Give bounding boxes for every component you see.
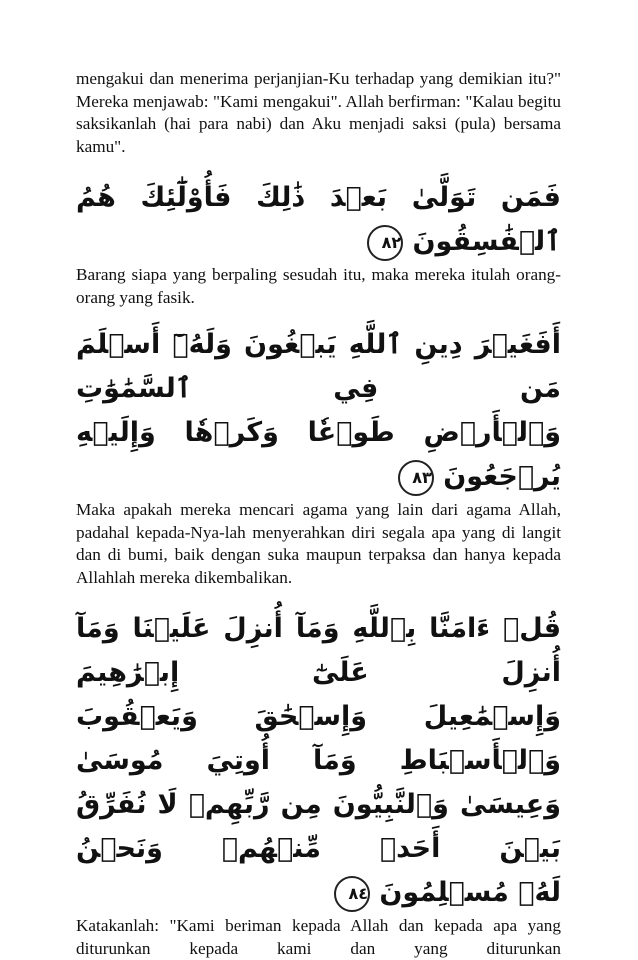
verse-83 xyxy=(76,323,561,589)
verse-82-arabic xyxy=(76,176,561,264)
verse-84-arabic-row-3 xyxy=(76,783,561,871)
verse-84-arabic-line-4: لَهُۥ مُسۡلِمُونَ xyxy=(379,877,561,908)
verse-82-arabic-text: فَمَن تَوَلَّىٰ بَعۡدَ ذَٰلِكَ فَأُوْلَٰٓئِكَ هُمُ ٱلۡفَٰسِقُونَ xyxy=(76,182,561,257)
verse-82-translation: Barang siapa yang berpaling sesudah itu, maka mereka itulah orang-orang yang fasik. xyxy=(76,265,561,307)
verse-83-translation: Maka apakah mereka mencari agama yang lain dari agama Allah, padahal kepada-Nya-lah menyerahkan diri segala apa yang di langit dan di bumi, baik dengan suka maupun terpaksa dan hanya kepada Allahlah mereka dikembalikan. xyxy=(76,500,561,587)
verse-83-arabic-line-1: أَفَغَيۡرَ دِينِ ٱللَّهِ يَبۡغُونَ وَلَهُۥٓ أَسۡلَمَ مَن فِي ٱلسَّمَٰوَٰتِ xyxy=(76,329,561,404)
verse-84-number-icon: ٨٤ xyxy=(334,876,370,912)
verse-83-number-icon: ٨٣ xyxy=(398,460,434,496)
verse-84 xyxy=(76,607,561,960)
page-content xyxy=(76,68,561,960)
verse-84-arabic-line-2: وَإِسۡمَٰعِيلَ وَإِسۡحَٰقَ وَيَعۡقُوبَ وَٱلۡأَسۡبَاطِ وَمَآ أُوتِيَ مُوسَىٰ xyxy=(76,701,561,776)
verse-84-arabic-line-1: قُلۡ ءَامَنَّا بِٱللَّهِ وَمَآ أُنزِلَ عَلَيۡنَا وَمَآ أُنزِلَ عَلَىٰٓ إِبۡرَٰهِيمَ xyxy=(76,613,561,688)
verse-84-arabic-line-3: وَعِيسَىٰ وَٱلنَّبِيُّونَ مِن رَّبِّهِمۡ لَا نُفَرِّقُ بَيۡنَ أَحَدٖ مِّنۡهُمۡ وَنَحۡنُ xyxy=(76,789,561,864)
verse-84-arabic-row-2 xyxy=(76,695,561,783)
verse-84-arabic xyxy=(76,607,561,695)
verse-82 xyxy=(76,176,561,309)
verse-83-arabic-line-2: وَٱلۡأَرۡضِ طَوۡعٗا وَكَرۡهٗا وَإِلَيۡهِ يُرۡجَعُونَ xyxy=(76,417,561,492)
verse-83-arabic-last xyxy=(76,411,561,499)
verse-84-translation: Katakanlah: "Kami beriman kepada Allah dan kepada apa yang diturunkan kepada kami dan yang diturunkan xyxy=(76,916,561,958)
verse-83-arabic xyxy=(76,323,561,411)
verse-82-number-icon: ٨٢ xyxy=(367,225,403,261)
intro-paragraph: mengakui dan menerima perjanjian-Ku terhadap yang demikian itu?" Mereka menjawab: "Kami mengakui". Allah berfirman: "Kalau begitu saksikanlah (hai para nabi) dan Aku menjadi saksi (pula) bersama kamu". xyxy=(76,69,561,156)
verse-84-arabic-last xyxy=(76,871,561,915)
